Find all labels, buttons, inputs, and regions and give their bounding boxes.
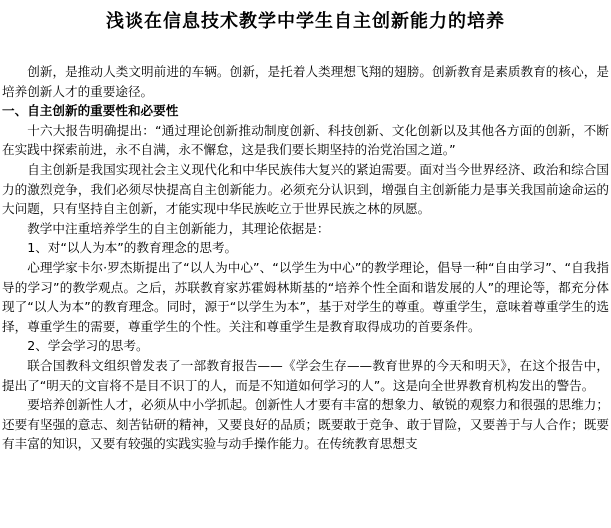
body-paragraph: 要培养创新性人才，必须从中小学抓起。创新性人才要有丰富的想象力、敏锐的观察力和很强的思维力；还要有坚强的意志、刻苦钻研的精神，又要良好的品质；既要敢于竞争、敢于冒险，又要善于与人合作；既要有丰富的知识，又要有较强的实践实验与动手操作能力。在传统教育思想支 (2, 397, 609, 452)
body-paragraph: 联合国教科文组织曾发表了一部教育报告——《学会生存——教育世界的今天和明天》，在这个报告中，提出了“明天的文盲将不是目不识丁的人，而是不知道如何学习的人”。这是向全世界教育机构发出的警告。 (2, 357, 609, 393)
body-paragraph: 自主创新是我国实现社会主义现代化和中华民族伟大复兴的紧迫需要。面对当今世界经济、政治和综合国力的激烈竞争，我们必须尽快提高自主创新能力。必须充分认识到，增强自主创新能力是事关我国前途命运的大问题，只有坚持自主创新，才能实现中华民族屹立于世界民族之林的夙愿。 (2, 161, 609, 217)
body-paragraph: 1、对“以人为本”的教育理念的思考。 (27, 240, 238, 256)
body-paragraph: 十六大报告明确提出：“通过理论创新推动制度创新、科技创新、文化创新以及其他各方面的创新，不断在实践中探索前进，永不自满，永不懈怠，这是我们要长期坚持的治党治国之道。” (2, 122, 609, 158)
document-title: 浅谈在信息技术教学中学生自主创新能力的培养 (106, 11, 505, 32)
body-paragraph: 心理学家卡尔·罗杰斯提出了“以人为中心”、“以学生为中心”的教学理论，倡导一种“自由学习”、“自我指导的学习”的教学观点。之后，苏联教育家苏霍姆林斯基的“培养个性全面和谐发展的人”的理论等，都充分体现了“以人为本”的教育理念。同时，源于“以学生为本”，基于对学生的尊重。尊重学生，意味着尊重学生的选择，尊重学生的需要，尊重学生的个性。关注和尊重学生是教育取得成功的首要条件。 (2, 259, 609, 334)
body-paragraph: 教学中注重培养学生的自主创新能力，其理论依据是： (27, 220, 330, 236)
section-heading: 一、自主创新的重要性和必要性 (2, 103, 179, 119)
body-paragraph: 2、学会学习的思考。 (27, 338, 149, 354)
document-body (2, 62, 609, 454)
body-paragraph: 创新，是推动人类文明前进的车辆。创新，是托着人类理想飞翔的翅膀。创新教育是素质教育的核心，是培养创新人才的重要途径。 (2, 64, 609, 99)
